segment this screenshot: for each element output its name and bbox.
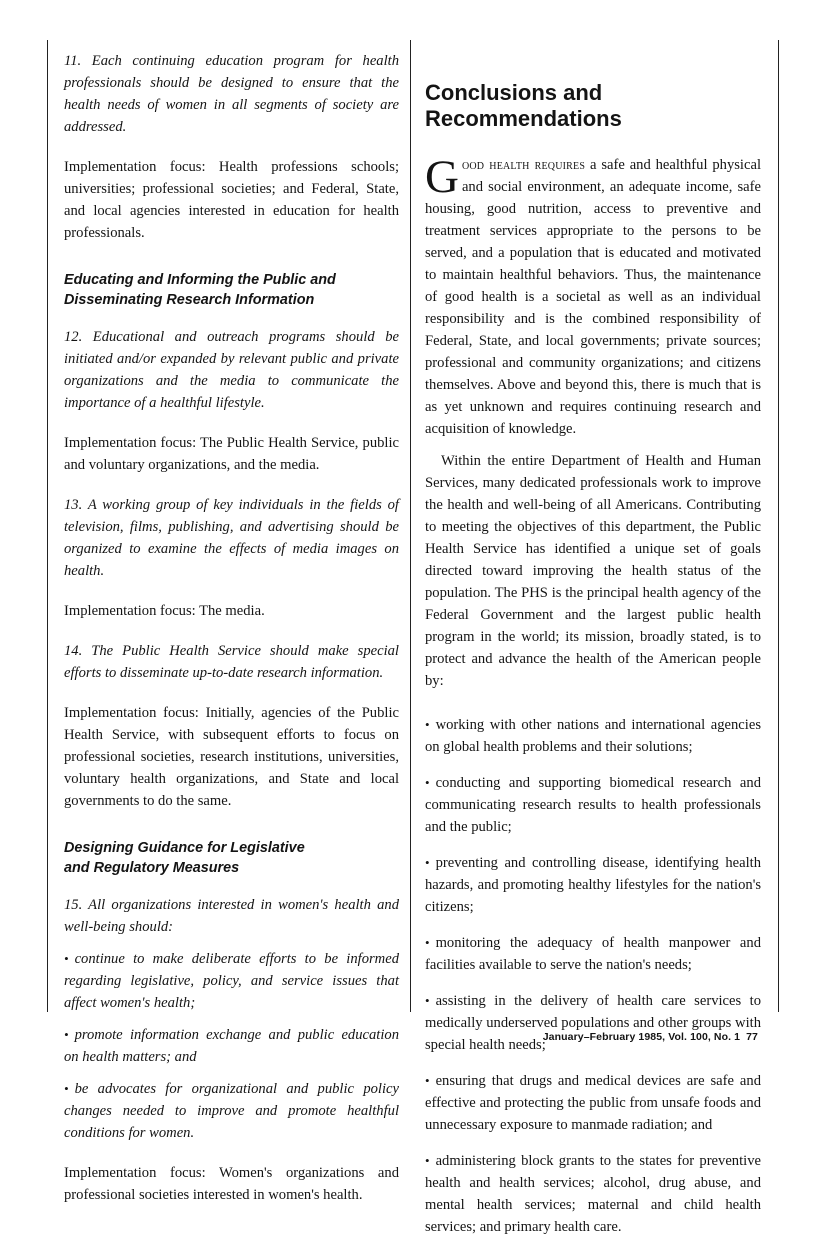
article-title xyxy=(425,80,761,132)
bullet-icon: • xyxy=(425,855,430,870)
section-heading-legislative xyxy=(64,838,399,878)
list-item-text: working with other nations and international agencies on global health problems and their solutions; xyxy=(425,717,761,755)
section-heading-line: Educating and Informing the Public and xyxy=(64,272,336,288)
list-item xyxy=(425,990,761,1056)
implementation-12: Implementation focus: The Public Health Service, public and voluntary organizations, and the media. xyxy=(64,435,399,473)
bullet-icon: • xyxy=(425,1153,430,1168)
bullet-text: be advocates for organizational and public policy changes needed to improve and promote healthful conditions for women. xyxy=(64,1081,399,1141)
recommendation-15-bullet xyxy=(64,1024,399,1068)
right-column-rule xyxy=(778,40,779,1012)
list-item-text: assisting in the delivery of health care services to medically underserved populations and other groups with special health needs; xyxy=(425,993,761,1053)
list-item xyxy=(425,852,761,918)
center-column-rule xyxy=(410,40,411,1012)
bullet-icon: • xyxy=(64,951,69,966)
section-heading-line: Disseminating Research Information xyxy=(64,292,315,308)
intro-text: a safe and healthful physical and social environment, an adequate income, safe housing, good nutrition, access to preventive and treatment services appropriate to the persons to be served, and a population that is educated and motivated to maintain healthful behaviors. Thus, the maintenance of good health is a societal as well as an individual responsibility and is the combined responsibility of Federal, State, and local governments; private sources; professional and community organizations; and citizens themselves. Above and beyond this, there is much that is as yet unknown and requires continuing research and acquisition of knowledge. xyxy=(425,157,761,437)
recommendation-15-bullet xyxy=(64,1078,399,1144)
bullet-icon: • xyxy=(425,1073,430,1088)
page-footer xyxy=(543,1031,758,1043)
implementation-15: Implementation focus: Women's organizations and professional societies interested in women's health. xyxy=(64,1165,399,1203)
bullet-text: continue to make deliberate efforts to be informed regarding legislative, policy, and service issues that affect women's health; xyxy=(64,951,399,1011)
left-column-rule xyxy=(47,40,48,1012)
section-heading-line: Designing Guidance for Legislative xyxy=(64,840,305,856)
list-item xyxy=(425,1070,761,1136)
list-item-text: conducting and supporting biomedical research and communicating research results to health professionals and the public; xyxy=(425,775,761,835)
implementation-14: Implementation focus: Initially, agencies of the Public Health Service, with subsequent efforts to focus on professional societies, research institutions, universities, voluntary health organizations, and State and local governments to do the same. xyxy=(64,705,399,809)
bullet-icon: • xyxy=(64,1081,69,1096)
recommendation-13: 13. A working group of key individuals in the fields of television, films, publishing, and advertising should be organized to examine the effects of media images on health. xyxy=(64,497,399,579)
recommendation-15: 15. All organizations interested in women's health and well-being should: xyxy=(64,897,399,935)
implementation-11: Implementation focus: Health professions schools; universities; professional societies; and Federal, State, and local agencies interested in education for health professionals. xyxy=(64,159,399,241)
list-item xyxy=(425,714,761,758)
section-heading-line: and Regulatory Measures xyxy=(64,860,240,876)
intro-paragraph xyxy=(425,151,761,440)
list-item xyxy=(425,1150,761,1238)
implementation-13: Implementation focus: The media. xyxy=(64,603,265,619)
small-caps-lead: ood health requires xyxy=(461,157,586,173)
body-paragraph: Within the entire Department of Health and Human Services, many dedicated professionals work to improve the health and well-being of all Americans. Contributing to meeting the objectives of this department, the Public Health Service has identified a unique set of goals directed toward improving the health status of the population. The PHS is the principal health agency of the Federal Government and the largest public health program in the world; its mission, broadly stated, is to protect and advance the health of the American people by: xyxy=(425,453,761,689)
bullet-text: promote information exchange and public education on health matters; and xyxy=(64,1027,399,1065)
goals-list xyxy=(425,714,761,1238)
recommendation-11: 11. Each continuing education program for health professionals should be designed to ensure that the health needs of women in all segments of society are addressed. xyxy=(64,53,399,135)
list-item xyxy=(425,932,761,976)
list-item xyxy=(425,772,761,838)
bullet-icon: • xyxy=(425,717,430,732)
recommendation-12: 12. Educational and outreach programs should be initiated and/or expanded by relevant public and private organizations and the media to communicate the importance of a healthful lifestyle. xyxy=(64,329,399,411)
page-number: 77 xyxy=(746,1031,758,1043)
recommendation-15-bullet xyxy=(64,948,399,1014)
recommendation-14: 14. The Public Health Service should make special efforts to disseminate up-to-date research information. xyxy=(64,643,399,681)
bullet-icon: • xyxy=(64,1027,69,1042)
list-item-text: ensuring that drugs and medical devices are safe and effective and protecting the public from unsafe foods and unnecessary exposure to manmade radiation; and xyxy=(425,1073,761,1133)
section-heading-educating xyxy=(64,270,399,310)
bullet-icon: • xyxy=(425,775,430,790)
article-title-line: Conclusions and xyxy=(425,80,603,105)
list-item-text: administering block grants to the states for preventive health and health services; alcohol, drug abuse, and mental health services; maternal and child health services; and primary health care. xyxy=(425,1153,761,1235)
article-title-line: Recommendations xyxy=(425,106,622,131)
journal-citation: January–February 1985, Vol. 100, No. 1 xyxy=(542,1031,741,1043)
list-item-text: monitoring the adequacy of health manpower and facilities available to serve the nation's needs; xyxy=(425,935,761,973)
drop-cap: G xyxy=(425,151,459,203)
bullet-icon: • xyxy=(425,935,430,950)
bullet-icon: • xyxy=(425,993,430,1008)
right-column xyxy=(425,52,761,1252)
left-column xyxy=(64,50,399,1216)
list-item-text: preventing and controlling disease, identifying health hazards, and promoting healthy lifestyles for the nation's citizens; xyxy=(425,855,761,915)
